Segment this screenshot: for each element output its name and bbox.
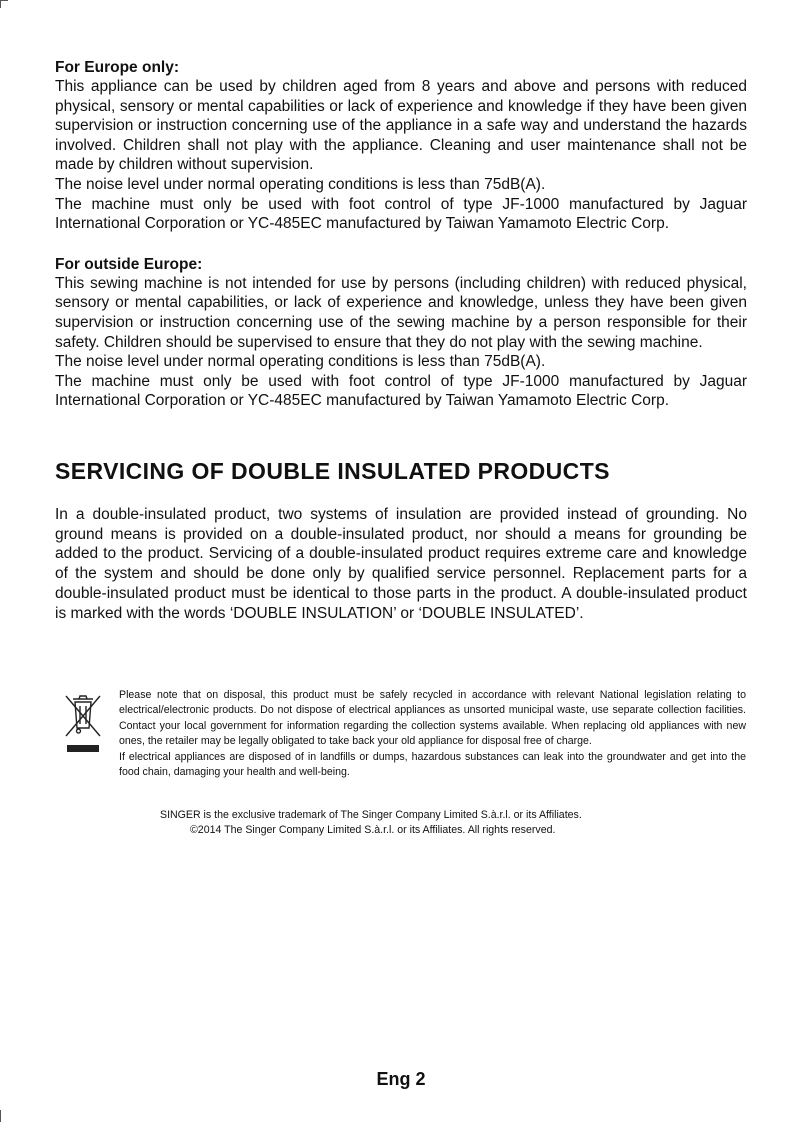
disposal-para-2: If electrical appliances are disposed of in landfills or dumps, hazardous substances can leak into the groundwater and get into the food chain, damaging your health and well-being. <box>119 750 746 779</box>
disposal-para-1: Please note that on disposal, this product must be safely recycled in accordance with relevant National legislation relating to electrical/electronic products. Do not dispose of electrical appliances as unsorted municipal waste, use separate collection facilities. Contact your local government for information regarding the collection systems available. When replacing old appliances with new ones, the retailer may be legally obligated to take back your old appliance for disposal free of charge. <box>119 689 746 748</box>
crop-mark <box>0 1110 1 1122</box>
outside-europe-body: This sewing machine is not intended for use by persons (including children) with reduced physical, sensory or mental capabilities, or lack of experience and knowledge, unless they have been given supervision or instruction concerning use of the sewing machine by a person responsible for their safety. Children should be supervised to ensure that they do not play with the sewing machine. <box>55 274 747 351</box>
europe-noise: The noise level under normal operating conditions is less than 75dB(A). <box>55 175 546 193</box>
double-insulated-title: SERVICING OF DOUBLE INSULATED PRODUCTS <box>55 458 610 484</box>
trademark-line: SINGER is the exclusive trademark of The Singer Company Limited S.à.r.l. or its Affiliates. <box>160 809 582 821</box>
outside-europe-noise: The noise level under normal operating conditions is less than 75dB(A). <box>55 353 546 371</box>
crop-mark <box>0 0 8 1</box>
crop-mark <box>0 0 1 8</box>
crossed-out-wheelie-bin-icon <box>62 690 104 754</box>
europe-body: This appliance can be used by children aged from 8 years and above and persons with reduced physical, sensory or mental capabilities or lack of experience and knowledge if they have been given supervision or instruction concerning use of the appliance in a safe way and understand the hazards involved. Children shall not play with the appliance. Cleaning and user maintenance shall not be made by children without supervision. <box>55 78 747 174</box>
disposal-text <box>119 688 746 780</box>
outside-europe-foot-control: The machine must only be used with foot control of type JF-1000 manufactured by Jaguar International Corporation or YC-485EC manufactured by Taiwan Yamamoto Electric Corp. <box>55 372 747 410</box>
usage-section <box>55 58 747 411</box>
double-insulated-body: In a double-insulated product, two systems of insulation are provided instead of grounding. No ground means is provided on a double-insulated product, nor should a means for grounding be added to the product. Servicing of a double-insulated product requires extreme care and knowledge of the system and should be done only by qualified service personnel. Replacement parts for a double-insulated product must be identical to those parts in the product. A double-insulated product is marked with the words ‘DOUBLE INSULATION’ or ‘DOUBLE INSULATED’. <box>55 506 747 622</box>
copyright-line: ©2014 The Singer Company Limited S.à.r.l. or its Affiliates. All rights reserved. <box>190 824 556 836</box>
europe-foot-control: The machine must only be used with foot control of type JF-1000 manufactured by Jaguar International Corporation or YC-485EC manufactured by Taiwan Yamamoto Electric Corp. <box>55 195 747 233</box>
spacer <box>55 234 747 255</box>
page-number: Eng 2 <box>376 1069 426 1089</box>
outside-europe-heading: For outside Europe: <box>55 255 203 273</box>
europe-heading: For Europe only: <box>55 59 179 76</box>
trademark-notice <box>160 808 680 838</box>
